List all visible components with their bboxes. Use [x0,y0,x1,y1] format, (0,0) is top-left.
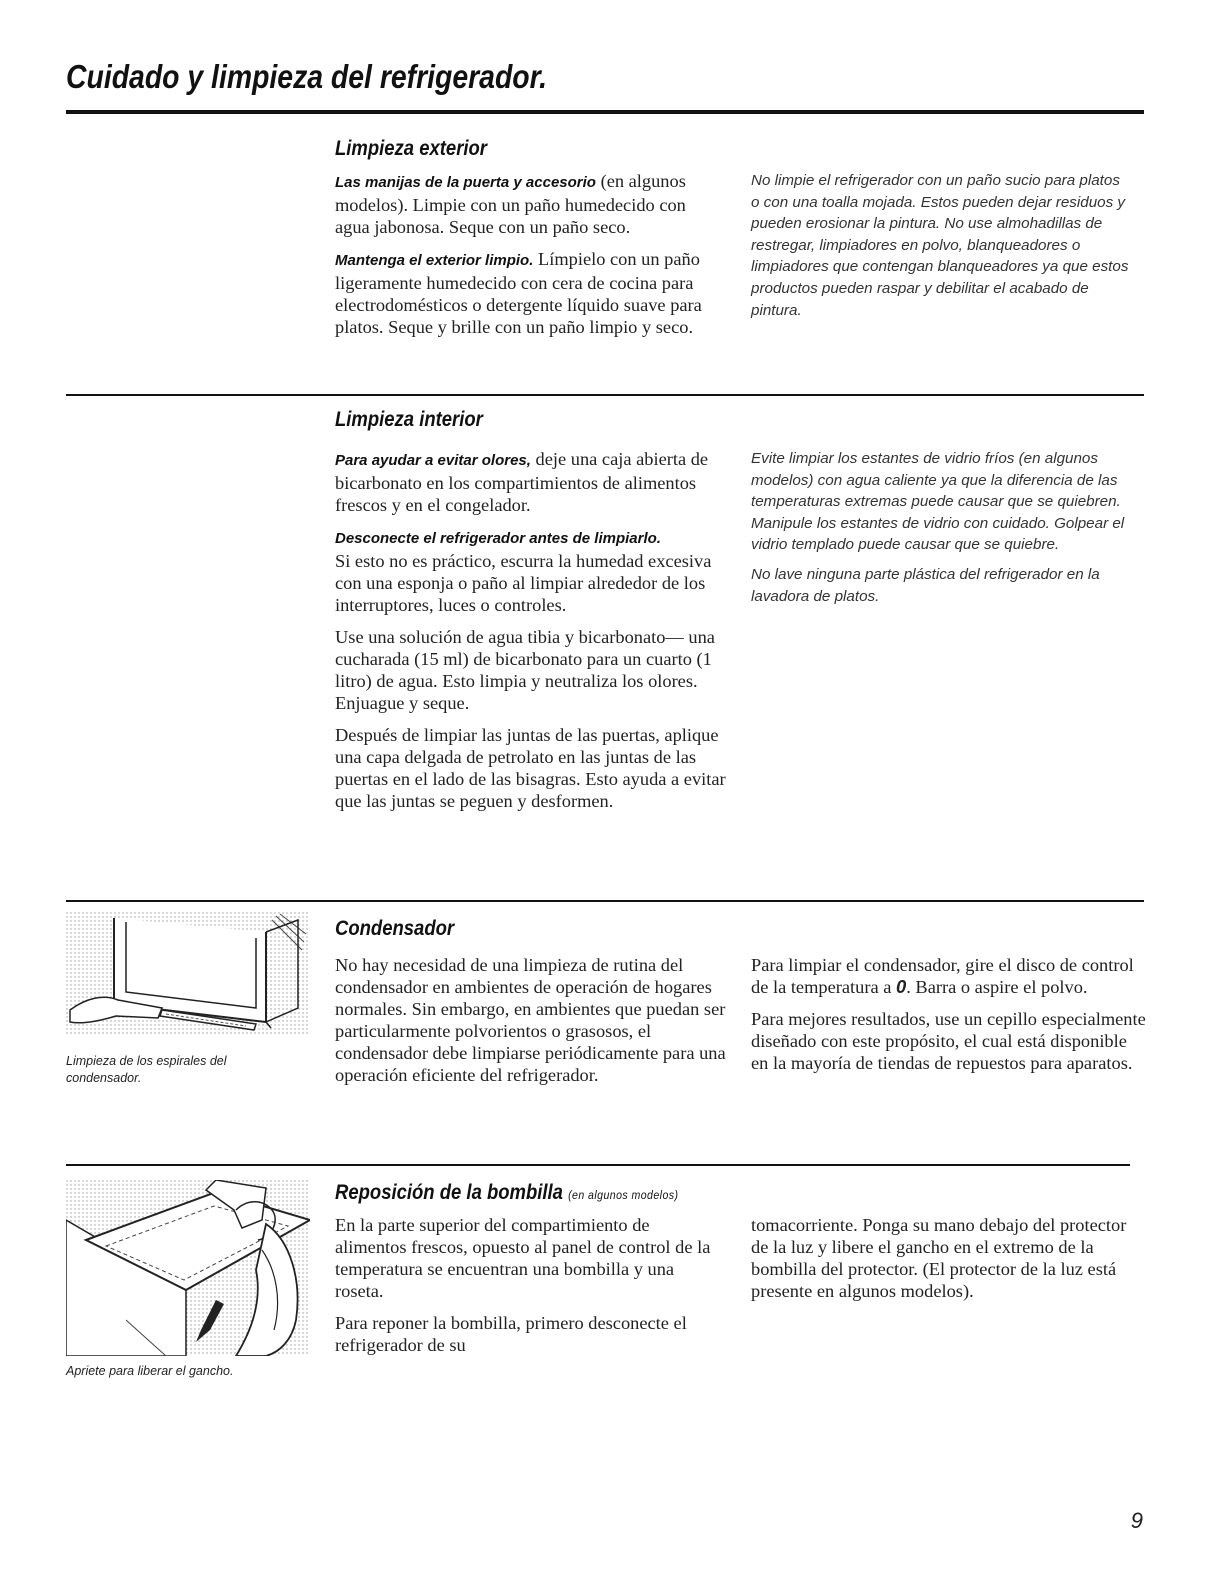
interior-heading: Limpieza interior [335,408,483,431]
interior-note-2: No lave ninguna parte plástica del refrigerador en la lavadora de platos. [751,565,1100,605]
exterior-lead-2: Mantenga el exterior limpio. [335,252,534,269]
condenser-text-2a: Para limpiar el condensador, gire el disco de control de la temperatura a [751,955,1134,997]
bulb-paragraph-1: En la parte superior del compartimiento de alimentos frescos, opuesto al panel de control de la temperatura se encuentran una bombilla y una roseta. [335,1215,711,1301]
interior-text-2: Si esto no es práctico, escurra la humedad excesiva con una esponja o paño al limpiar alrededor de los interruptores, luces o controles. [335,551,712,615]
condenser-zero: 0 [896,976,907,997]
exterior-heading: Limpieza exterior [335,137,488,160]
interior-paragraph-4: Después de limpiar las juntas de las puertas, aplique una capa delgada de petrolato en las juntas de las puertas en el lado de las bisagras. Esto ayuda a evitar que las juntas se peguen y desformen. [335,725,726,811]
condenser-body-right [751,954,1146,1084]
bulb-paragraph-3: tomacorriente. Ponga su mano debajo del protector de la luz y libere el gancho en el extremo de la bombilla del protector. (El protector de la luz está presente en algunos modelos). [751,1215,1127,1301]
condenser-paragraph-3: Para mejores resultados, use un cepillo especialmente diseñado con este propósito, el cual está disponible en la mayoría de tiendas de repuestos para aparatos. [751,1009,1146,1073]
bulb-illustration [66,1180,310,1356]
interior-lead-2: Desconecte el refrigerador antes de limpiarlo. [335,530,661,547]
interior-paragraph-3: Use una solución de agua tibia y bicarbonato— una cucharada (15 ml) de bicarbonato para un cuarto (1 litro) de agua. Esto limpia y neutraliza los olores. Enjuague y seque. [335,627,715,713]
section-rule-3 [66,1164,1130,1166]
condenser-paragraph-1: No hay necesidad de una limpieza de rutina del condensador en ambientes de operación de hogares normales. Sin embargo, en ambientes que puedan ser particularmente polvorientos o grasosos, el condensador debe limpiarse periódicamente para una operación eficiente del refrigerador. [335,955,726,1085]
exterior-paragraph-2 [335,248,725,338]
exterior-text-2: Límpielo con un paño ligeramente humedecido con cera de cocina para electrodomésticos o detergente líquido suave para platos. Seque y brille con un paño limpio y seco. [335,249,702,337]
condenser-heading: Condensador [335,917,455,940]
exterior-note-text: No limpie el refrigerador con un paño sucio para platos o con una toalla mojada. Estos pueden dejar residuos y pueden erosionar la pintura. No use almohadillas de restregar, limpiadores en polvo, blanqueadores o limpiadores que contengan blanqueadores ya que estos productos pueden raspar y debilitar el acabado de pintura. [751,172,1129,319]
exterior-text-1: (en algunos modelos). Limpie con un paño humedecido con agua jabonosa. Seque con un paño seco. [335,171,686,237]
bulb-body-right [751,1214,1146,1312]
exterior-note [751,170,1131,329]
interior-lead-1: Para ayudar a evitar olores, [335,452,531,469]
section-rule-2 [66,900,1144,902]
condenser-text-2b: . Barra o aspire el polvo. [906,977,1088,997]
interior-note-1: Evite limpiar los estantes de vidrio fríos (en algunos modelos) con agua caliente ya que la diferencia de las temperaturas extremas puede causar que se quiebren. Manipule los estantes de vidrio con cuidado. Golpear el vidrio templado puede causar que se quiebre. [751,450,1125,554]
bulb-heading-small: (en algunos modelos) [568,1188,679,1202]
interior-text-1: deje una caja abierta de bicarbonato en los compartimientos de alimentos frescos y en el congelador. [335,449,709,515]
condenser-paragraph-2 [751,954,1146,998]
bulb-body-left [335,1214,725,1366]
page-number: 9 [1130,1508,1143,1533]
condenser-illustration [66,912,310,1034]
bulb-paragraph-2: Para reponer la bombilla, primero desconecte el refrigerador de su [335,1313,687,1355]
condenser-caption: Limpieza de los espirales del condensador. [66,1054,227,1085]
bulb-heading [335,1181,678,1205]
interior-paragraph-1 [335,448,735,516]
title-rule [66,110,1144,114]
exterior-lead-1: Las manijas de la puerta y accesorio [335,174,596,191]
exterior-paragraph-1 [335,170,725,238]
page-title: Cuidado y limpieza del refrigerador. [66,58,548,95]
condenser-body-left [335,954,730,1096]
bulb-caption: Apriete para liberar el gancho. [66,1364,234,1378]
interior-body [335,448,735,822]
exterior-body [335,170,725,348]
interior-paragraph-2 [335,526,735,616]
interior-notes [751,448,1136,615]
bulb-heading-text: Reposición de la bombilla [335,1181,563,1204]
section-rule-1 [66,394,1144,396]
